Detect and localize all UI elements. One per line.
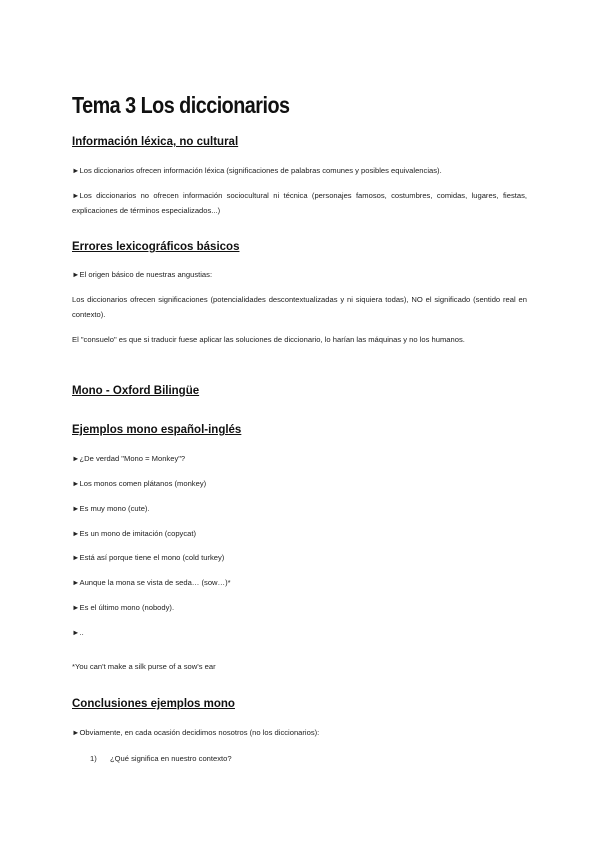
list-item: ►¿De verdad "Mono = Monkey"? <box>72 454 186 463</box>
footnote: *You can't make a silk purse of a sow's ear <box>72 662 216 671</box>
paragraph: ►Los diccionarios ofrecen información léxica (significaciones de palabras comunes y posibles equivalencias). <box>72 166 442 175</box>
section-heading-oxford: Mono - Oxford Bilingüe <box>72 385 200 397</box>
paragraph: El "consuelo" es que si traducir fuese aplicar las soluciones de diccionario, lo harían las máquinas y no los humanos. <box>72 335 465 344</box>
list-item: ►Es un mono de imitación (copycat) <box>72 529 197 538</box>
paragraph: ►Los diccionarios no ofrecen información sociocultural ni técnica (personajes famosos, costumbres, comidas, lugares, fiestas, explicaciones de términos especializados...) <box>72 191 527 215</box>
list-number: 1) <box>90 754 97 763</box>
paragraph: ►El origen básico de nuestras angustias: <box>72 270 213 279</box>
paragraph: ►Obviamente, en cada ocasión decidimos nosotros (no los diccionarios): <box>72 728 320 737</box>
page-title: Tema 3 Los diccionarios <box>72 92 290 118</box>
section-heading-conclusions: Conclusiones ejemplos mono <box>72 698 235 710</box>
list-item: ►.. <box>72 628 84 637</box>
list-item: ►Está así porque tiene el mono (cold turkey) <box>72 553 225 562</box>
section-heading-mono-examples: Ejemplos mono español-inglés <box>72 424 242 436</box>
numbered-list-item <box>90 754 232 763</box>
list-item: ►Es el último mono (nobody). <box>72 603 175 612</box>
list-text: ¿Qué significa en nuestro contexto? <box>110 754 232 763</box>
paragraph: Los diccionarios ofrecen significaciones (potencialidades descontextualizadas y ni siquiera todas), NO el significado (sentido real en contexto). <box>72 295 527 319</box>
list-item: ►Es muy mono (cute). <box>72 504 150 513</box>
section-heading-lexicographic-errors: Errores lexicográficos básicos <box>72 241 240 253</box>
list-item: ►Los monos comen plátanos (monkey) <box>72 479 207 488</box>
section-heading-lexical-info: Información léxica, no cultural <box>72 136 239 148</box>
list-item: ►Aunque la mona se vista de seda… (sow…)* <box>72 578 231 587</box>
